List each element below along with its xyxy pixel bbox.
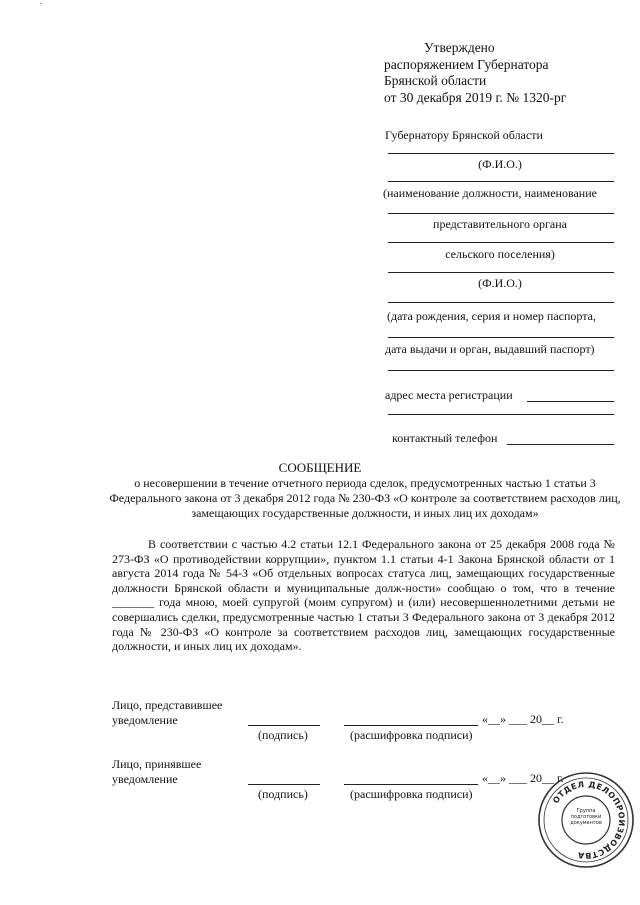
receiver-label-line: уведомление xyxy=(112,772,178,786)
date-field: «__» ___ 20__ г. xyxy=(482,771,564,785)
fill-line xyxy=(388,213,614,214)
fio-caption: (Ф.И.О.) xyxy=(478,157,522,171)
decoding-caption: (расшифровка подписи) xyxy=(350,787,473,801)
approval-line: распоряжением Губернатора xyxy=(384,56,549,72)
stamp-inner-text: Группа подготовки документов xyxy=(570,808,602,826)
position-caption: (наименование должности, наименование xyxy=(383,186,597,200)
approval-block xyxy=(384,40,566,106)
position-caption: представительного органа xyxy=(433,217,567,231)
fill-line xyxy=(388,181,614,182)
fill-line xyxy=(388,272,614,273)
decoding-caption: (расшифровка подписи) xyxy=(350,728,473,742)
signature-line xyxy=(248,784,320,785)
fill-line xyxy=(388,370,614,371)
passport-caption: (дата рождения, серия и номер паспорта, xyxy=(387,309,596,323)
fill-line xyxy=(388,337,614,338)
date-field: «__» ___ 20__ г. xyxy=(482,712,564,726)
approval-line: от 30 декабря 2019 г. № 1320-рг xyxy=(384,89,567,105)
signature-caption: (подпись) xyxy=(258,787,308,801)
passport-caption: дата выдачи и орган, выдавший паспорт) xyxy=(385,342,595,356)
body-part-2: года мною, моей супругой (моим супругом) и (или) несовершеннолетними детьми не совершались сделки, предусмотренные частью 1 статьи 3 Федерального закона от 3 декабря 2012 года № 230-ФЗ «О контроле за соответствием расходов лиц, замещающих государственные должности, и иных лиц их доходам». xyxy=(112,595,615,654)
decoding-line xyxy=(344,725,478,726)
scan-mark xyxy=(40,3,42,4)
document-subtitle: о несовершении в течение отчетного периода сделок, предусмотренных частью 1 статьи 3 Федерального закона от 3 декабря 2012 года № 230-ФЗ «О контроле за соответствием расходов лиц, замещающих государственные должности, и иных лиц их доходам» xyxy=(109,476,621,520)
body-part-1: В соответствии с частью 4.2 статьи 12.1 Федерального закона от 25 декабря 2008 года № 273-ФЗ «О противодействии коррупции», пунктом 1.1 статьи 4-1 Закона Брянской области от 1 августа 2014 года № 54-З «Об отдельных вопросах статуса лиц, замещающих государственные должности Брянской области и муниципальные долж-ности» сообщаю о том, что в течение xyxy=(112,537,615,595)
fill-line xyxy=(388,414,614,415)
official-stamp-icon xyxy=(536,770,636,870)
phone-label: контактный телефон xyxy=(392,431,498,445)
phone-line xyxy=(507,444,614,445)
signature-caption: (подпись) xyxy=(258,728,308,742)
position-caption: сельского поселения) xyxy=(445,247,555,261)
year-blank: _______ xyxy=(112,595,154,610)
stamp-outer-text: ОТДЕЛ ДЕЛОПРОИЗВОДСТВА xyxy=(551,779,627,861)
address-line xyxy=(527,401,614,402)
fill-line xyxy=(388,242,614,243)
addressee-to: Губернатору Брянской области xyxy=(385,128,543,142)
fill-line xyxy=(388,302,614,303)
fio-caption: (Ф.И.О.) xyxy=(478,276,522,290)
presenter-label-line: Лицо, представившее xyxy=(112,698,223,712)
message-body xyxy=(112,537,615,654)
decoding-line xyxy=(344,784,478,785)
receiver-label xyxy=(112,757,201,787)
address-label: адрес места регистрации xyxy=(385,388,513,402)
fill-line xyxy=(388,153,614,154)
approval-title: Утверждено xyxy=(424,40,495,55)
presenter-label-line: уведомление xyxy=(112,713,178,727)
receiver-label-line: Лицо, принявшее xyxy=(112,757,202,771)
approval-line: Брянской области xyxy=(384,73,487,88)
presenter-label xyxy=(112,698,222,728)
signature-line xyxy=(248,725,320,726)
document-title: СООБЩЕНИЕ xyxy=(278,460,362,475)
